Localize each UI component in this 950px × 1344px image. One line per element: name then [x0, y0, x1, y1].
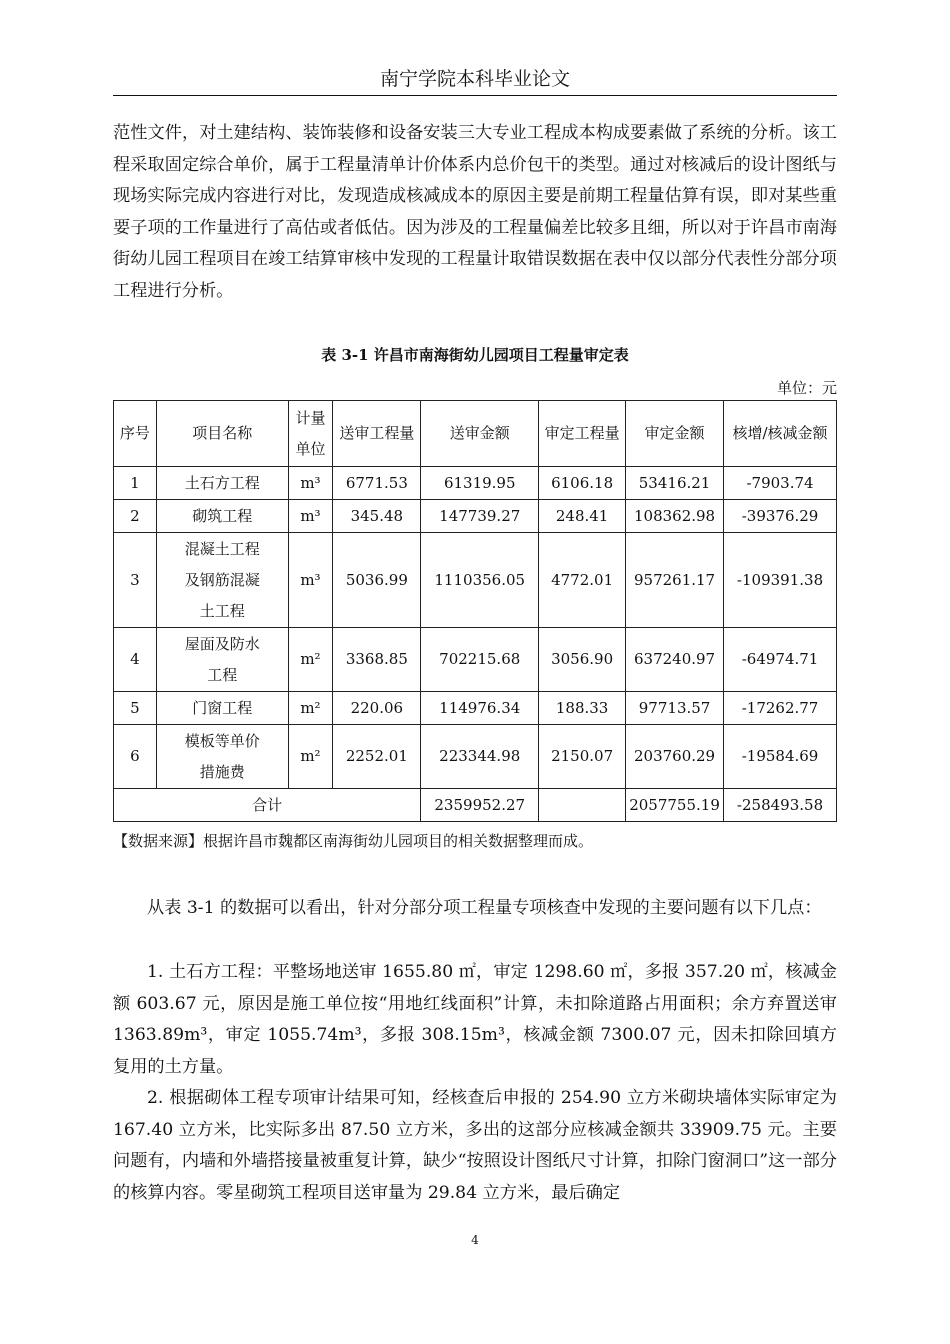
total-approved-amount: 2057755.19 — [626, 789, 724, 822]
data-source-note: 【数据来源】根据许昌市魏都区南海街幼儿园项目的相关数据整理而成。 — [113, 832, 594, 850]
cell-unit: m³ — [288, 500, 333, 533]
page-number: 4 — [471, 1233, 479, 1247]
cell-no: 2 — [114, 500, 157, 533]
cell-submitted-amount: 61319.95 — [421, 467, 539, 500]
header-cell: 序号 — [114, 401, 157, 467]
total-approved-qty-empty — [539, 789, 626, 822]
cell-name: 模板等单价措施费 — [156, 725, 288, 789]
cell-approved-qty: 248.41 — [539, 500, 626, 533]
total-difference: -258493.58 — [724, 789, 837, 822]
table-header-row — [114, 401, 837, 467]
cell-submitted-amount: 147739.27 — [421, 500, 539, 533]
cell-submitted-qty: 345.48 — [333, 500, 421, 533]
header-cell: 送审金额 — [421, 401, 539, 467]
audit-table — [113, 400, 837, 822]
cell-name: 土石方工程 — [156, 467, 288, 500]
cell-submitted-amount: 223344.98 — [421, 725, 539, 789]
table-row — [114, 725, 837, 789]
cell-unit: m³ — [288, 467, 333, 500]
cell-difference: -19584.69 — [724, 725, 837, 789]
cell-approved-amount: 53416.21 — [626, 467, 724, 500]
cell-no: 5 — [114, 692, 157, 725]
header-cell: 项目名称 — [156, 401, 288, 467]
header-cell: 计量单位 — [288, 401, 333, 467]
cell-approved-qty: 3056.90 — [539, 628, 626, 692]
cell-difference: -7903.74 — [724, 467, 837, 500]
cell-no: 4 — [114, 628, 157, 692]
cell-name: 屋面及防水工程 — [156, 628, 288, 692]
cell-submitted-amount: 1110356.05 — [421, 533, 539, 628]
body-paragraph-1: 范性文件，对土建结构、装饰装修和设备安装三大专业工程成本构成要素做了系统的分析。该工程采取固定综合单价，属于工程量清单计价体系内总价包干的类型。通过对核减后的设计图纸与现场实际完成内容进行对比，发现造成核减成本的原因主要是前期工程量估算有误，即对某些重要子项的工作量进行了高估或者低估。因为涉及的工程量偏差比较多且细，所以对于许昌市南海街幼儿园工程项目在竣工结算审核中发现的工程量计取错误数据在表中仅以部分代表性分部分项工程进行分析。 — [113, 123, 837, 301]
cell-approved-amount: 97713.57 — [626, 692, 724, 725]
page-header: 南宁学院本科毕业论文 — [379, 68, 570, 90]
table-row — [114, 500, 837, 533]
header-cell: 审定工程量 — [539, 401, 626, 467]
body-paragraph-2: 从表 3-1 的数据可以看出，针对分部分项工程量专项核查中发现的主要问题有以下几点： — [147, 898, 822, 918]
body-paragraph-4: 2. 根据砌体工程专项审计结果可知，经核查后申报的 254.90 立方米砌块墙体实际审定为 167.40 立方米，比实际多出 87.50 立方米，多出的这部分应核减金额共 33909.75 元。主要问题有，内墙和外墙搭接量被重复计算，缺少“按照设计图纸尺寸计算，扣除门窗洞口”这一部分的核算内容。零星砌筑工程项目送审量为 29.84 立方米，最后确定 — [113, 1088, 837, 1203]
cell-difference: -39376.29 — [724, 500, 837, 533]
cell-submitted-qty: 3368.85 — [333, 628, 421, 692]
cell-approved-amount: 108362.98 — [626, 500, 724, 533]
cell-difference: -64974.71 — [724, 628, 837, 692]
cell-submitted-qty: 6771.53 — [333, 467, 421, 500]
cell-approved-amount: 637240.97 — [626, 628, 724, 692]
cell-approved-amount: 203760.29 — [626, 725, 724, 789]
cell-unit: m³ — [288, 533, 333, 628]
cell-submitted-qty: 220.06 — [333, 692, 421, 725]
header-cell: 审定金额 — [626, 401, 724, 467]
cell-unit: m² — [288, 725, 333, 789]
cell-approved-amount: 957261.17 — [626, 533, 724, 628]
cell-unit: m² — [288, 628, 333, 692]
header-cell: 送审工程量 — [333, 401, 421, 467]
table-row — [114, 628, 837, 692]
table-caption: 表 3-1 许昌市南海街幼儿园项目工程量审定表 — [321, 346, 629, 364]
table-row — [114, 467, 837, 500]
body-paragraph-3: 1. 土石方工程：平整场地送审 1655.80 ㎡，审定 1298.60 ㎡，多报 357.20 ㎡，核减金额 603.67 元，原因是施工单位按“用地红线面积”计算，未扣除道路占用面积；余方弃置送审 1363.89m³，审定 1055.74m³，多报 308.15m³，核减金额 7300.07 元，因未扣除回填方复用的土方量。 — [113, 962, 837, 1077]
cell-no: 3 — [114, 533, 157, 628]
cell-approved-qty: 4772.01 — [539, 533, 626, 628]
table-total-row — [114, 789, 837, 822]
cell-submitted-qty: 5036.99 — [333, 533, 421, 628]
cell-name: 砌筑工程 — [156, 500, 288, 533]
cell-no: 6 — [114, 725, 157, 789]
cell-difference: -109391.38 — [724, 533, 837, 628]
cell-name: 门窗工程 — [156, 692, 288, 725]
cell-submitted-amount: 702215.68 — [421, 628, 539, 692]
total-label: 合计 — [114, 789, 421, 822]
cell-name: 混凝土工程及钢筋混凝土工程 — [156, 533, 288, 628]
cell-submitted-amount: 114976.34 — [421, 692, 539, 725]
table-row — [114, 692, 837, 725]
header-divider — [113, 95, 837, 96]
cell-submitted-qty: 2252.01 — [333, 725, 421, 789]
table-unit-note: 单位：元 — [776, 379, 837, 397]
cell-approved-qty: 6106.18 — [539, 467, 626, 500]
cell-difference: -17262.77 — [724, 692, 837, 725]
total-submitted-amount: 2359952.27 — [421, 789, 539, 822]
table-row — [114, 533, 837, 628]
cell-approved-qty: 188.33 — [539, 692, 626, 725]
cell-no: 1 — [114, 467, 157, 500]
cell-unit: m² — [288, 692, 333, 725]
cell-approved-qty: 2150.07 — [539, 725, 626, 789]
header-cell: 核增/核减金额 — [724, 401, 837, 467]
